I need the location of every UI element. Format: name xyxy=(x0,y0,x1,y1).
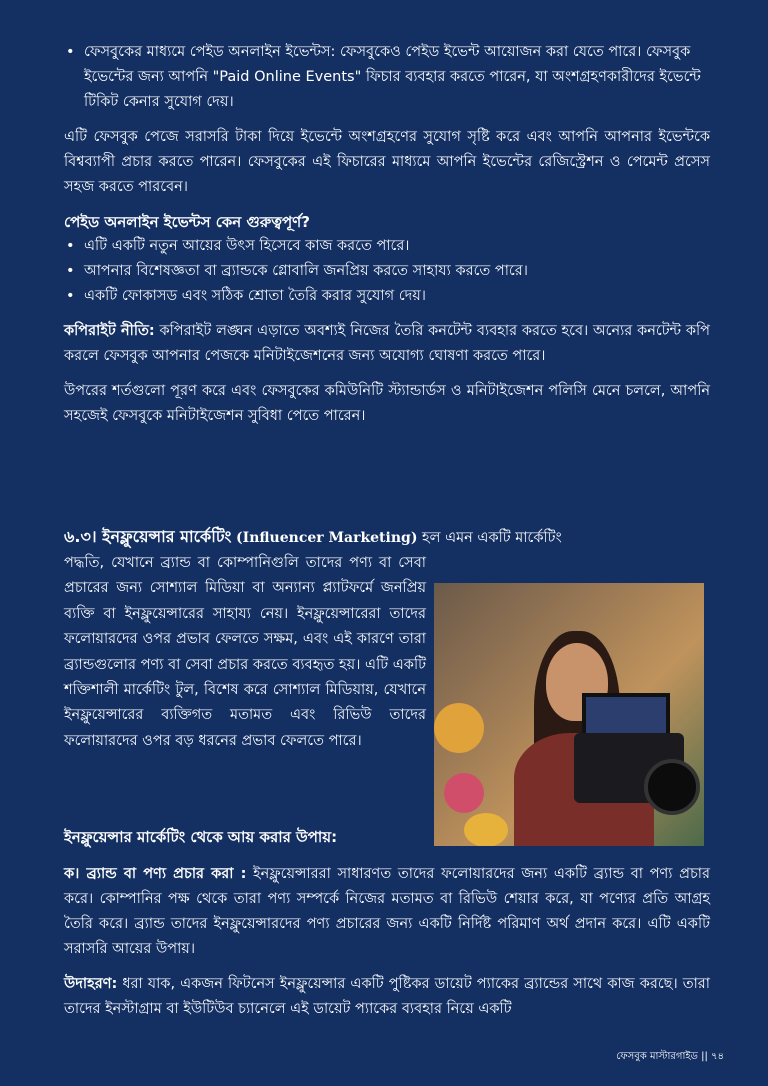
influencer-photo xyxy=(434,583,704,846)
list-item: • এটি একটি নতুন আয়ের উৎস হিসেবে কাজ করতে পারে। xyxy=(64,234,710,259)
list-item: • আপনার বিশেষজ্ঞতা বা ব্র্যান্ডকে গ্লোবালি জনপ্রিয় করতে সাহায্য করতে পারে। xyxy=(64,259,710,284)
paragraph-paid-events: এটি ফেসবুক পেজে সরাসরি টাকা দিয়ে ইভেন্টে অংশগ্রহণের সুযোগ সৃষ্টি করে এবং আপনি আপনার ইভেন্টকে বিশ্বব্যাপী প্রচার করতে পারেন। ফেসবুকের এই ফিচারের মাধ্যমে আপনি ইভেন্টের রেজিস্ট্রেশন ও পেমেন্ট প্রসেস সহজ করতে পারবেন। xyxy=(64,129,710,195)
example-text: ধরা যাক, একজন ফিটনেস ইনফ্লুয়েন্সার একটি পুষ্টিকর ডায়েট প্যাকের ব্র্যান্ডের সাথে কাজ করছে। তারা তাদের ইনস্টাগ্রাম বা ইউটিউব চ্যানেলে এই ডায়েট প্যাকের ব্যবহার নিয়ে একটি xyxy=(64,976,710,1017)
copyright-text: কপিরাইট লঙ্ঘন এড়াতে অবশ্যই নিজের তৈরি কনটেন্ট ব্যবহার করতে হবে। অন্যের কনটেন্ট কপি করলে ফেসবুক আপনার পেজকে মনিটাইজেশনের জন্য অযোগ্য ঘোষণা করতে পারে। xyxy=(64,323,710,364)
ka-text: ইনফ্লুয়েন্সাররা সাধারণত তাদের ফলোয়ারদের জন্য একটি ব্র্যান্ড বা পণ্য প্রচার করে। কোম্পানির পক্ষ থেকে তারা পণ্য সম্পর্কে নিজের মতামত বা রিভিউ শেয়ার করে, যা পণ্যের প্রতি আগ্রহ তৈরি করে। ব্র্যান্ড তাদের ইনফ্লুয়েন্সারদের পণ্য প্রচারের জন্য একটি নির্দিষ্ট পরিমাণ অর্থ প্রদান করে। এটি একটি সরাসরি আয়ের উপায়। xyxy=(64,866,711,957)
section-title-english: (Influencer Marketing) xyxy=(236,530,418,546)
intro-list xyxy=(64,40,710,115)
paragraph-ka xyxy=(64,862,710,962)
section-title: ৬.৩। ইনফ্লুয়েন্সার মার্কেটিং xyxy=(64,527,232,546)
heading-paid-events-importance: পেইড অনলাইন ইভেন্টস কেন গুরুত্বপূর্ণ? xyxy=(64,213,310,231)
list-item: • একটি ফোকাসড এবং সঠিক শ্রোতা তৈরি করার সুযোগ দেয়। xyxy=(64,284,710,309)
section-head-rest: হল এমন একটি মার্কেটিং xyxy=(417,530,562,546)
camera-lens xyxy=(644,759,700,815)
paragraph-summary: উপরের শর্তগুলো পূরণ করে এবং ফেসবুকের কমিউনিটি স্ট্যান্ডার্ডস ও মনিটাইজেশন পলিসি মেনে চললে, আপনি সহজেই ফেসবুকে মনিটাইজেশন সুবিধা পেতে পারেন। xyxy=(64,383,710,424)
section-body: পদ্ধতি, যেখানে ব্র্যান্ড বা কোম্পানিগুলি তাদের পণ্য বা সেবা প্রচারের জন্য সোশ্যাল মিডিয়া বা অন্যান্য প্ল্যাটফর্মে জনপ্রিয় ব্যক্তি বা ইনফ্লুয়েন্সারের সাহায্য নেয়। ইনফ্লুয়েন্সারেরা তাদের ফলোয়ারদের ওপর প্রভাব ফেলতে সক্ষম, এবং এই কারণে তারা ব্র্যান্ডগুলোর পণ্য বা সেবা প্রচার করতে ব্যবহৃত হয়। এটি একটি শক্তিশালী মার্কেটিং টুল, বিশেষ করে সোশ্যাল মিডিয়ায়, যেখানে ইনফ্লুয়েন্সারের ব্যক্তিগত মতামত এবং রিভিউ তাদের ফলোয়ারদের ওপর বড় ধরনের প্রভাব ফেলতে পারে। xyxy=(64,555,426,749)
paid-events-list xyxy=(64,234,710,309)
paragraph-example xyxy=(64,972,710,1022)
intro-bullet: • ফেসবুকের মাধ্যমে পেইড অনলাইন ইভেন্টস: ফেসবুকেও পেইড ইভেন্ট আয়োজন করা যেতে পারে। ফেসবুক ইভেন্টের জন্য আপনি "Paid Online Events" ফিচার ব্যবহার করতে পারেন, যা অংশগ্রহণকারীদের ইভেন্টে টিকিট কেনার সুযোগ দেয়। xyxy=(64,40,710,115)
copyright-label: কপিরাইট নীতি: xyxy=(64,323,155,339)
heading-income-ways: ইনফ্লুয়েন্সার মার্কেটিং থেকে আয় করার উপায়: xyxy=(64,828,338,846)
income-ways-block xyxy=(64,862,710,1022)
ka-label: ক। ব্র্যান্ড বা পণ্য প্রচার করা : xyxy=(64,866,247,882)
page-footer: ফেসবুক মাস্টারগাইড || ৭৪ xyxy=(616,1051,724,1062)
paragraph-copyright xyxy=(64,319,710,369)
section-body-wrap xyxy=(64,551,710,754)
section-heading xyxy=(64,524,710,551)
influencer-section xyxy=(64,524,710,754)
top-content xyxy=(64,40,710,429)
example-label: উদাহরণ: xyxy=(64,976,118,992)
